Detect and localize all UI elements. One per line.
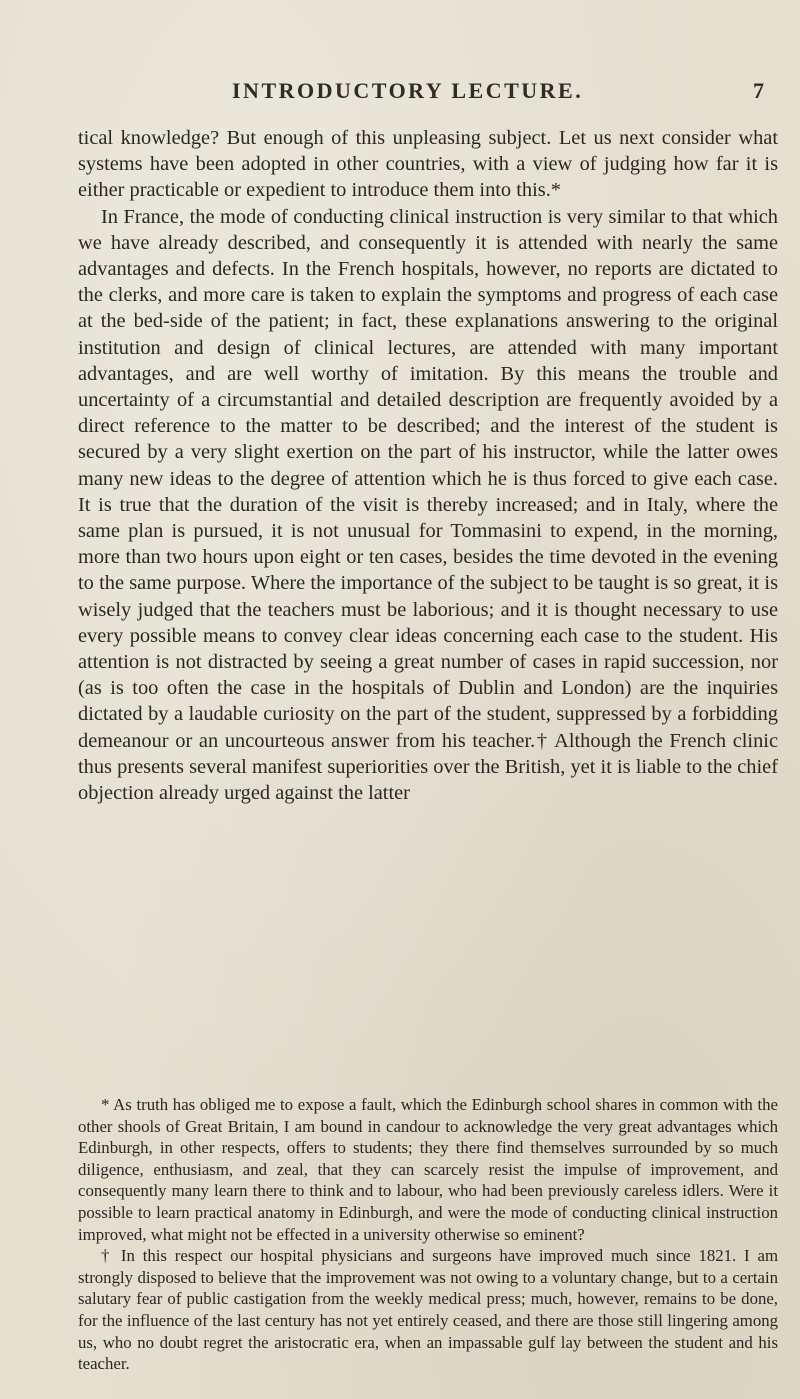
footnote-hospital-physicians: † In this respect our hospital physicians and surgeons have improved much since 1821. I am strongly disposed to believe that the improvement was not owing to a voluntary change, but to a certain salutary fear of public castigation from the weekly medical press; much, however, remains to be done, for the influence of the last century has not yet entirely ceased, and there are those still lingering among us, who no doubt regret the aristocratic era, when an impassable gulf lay between the student and his teacher. bbox=[78, 1246, 778, 1374]
paragraph-france-clinical-instruction: In France, the mode of conducting clinical instruction is very similar to that which we have already described, and consequently it is attended with nearly the same advantages and defects. In the French hospitals, however, no reports are dictated to the clerks, and more care is taken to explain the symptoms and progress of each case at the bed-side of the patient; in fact, these explanations answering to the original institution and design of clinical lectures, are attended with many important advantages, and are well worthy of imitation. By this means the trouble and uncertainty of a circumstantial and detailed description are frequently avoided by a direct reference to the matter to be described; and the interest of the student is secured by a very slight exertion on the part of his instructor, while the latter owes many new ideas to the degree of attention which he is thus forced to give each case. It is true that the duration of the visit is thereby increased; and in Italy, where the same plan is pursued, it is not unusual for Tommasini to expend, in the morning, more than two hours upon eight or ten cases, besides the time devoted in the evening to the same purpose. Where the importance of the subject to be taught is so great, it is wisely judged that the teachers must be laborious; and it is thought necessary to use every possible means to convey clear ideas concerning each case to the student. His attention is not distracted by seeing a great number of cases in rapid succession, nor (as is too often the case in the hospitals of Dublin and London) are the inquiries dictated by a laudable curiosity on the part of the student, suppressed by a forbidding demeanour or an uncourteous answer from his teacher.† Although the French clinic thus presents several manifest superiorities over the British, yet it is liable to the chief objection already urged against the latter bbox=[78, 205, 778, 805]
running-title: INTRODUCTORY LECTURE. bbox=[232, 78, 584, 103]
running-head bbox=[0, 78, 800, 108]
page-number: 7 bbox=[753, 78, 764, 103]
footnotes bbox=[78, 1094, 778, 1375]
footnote-edinburgh: * As truth has obliged me to expose a fault, which the Edinburgh school shares in common with the other shools of Great Britain, I am bound in candour to acknowledge the very great advantages which Edinburgh, in other respects, offers to students; they there find themselves surrounded by so much diligence, enthusiasm, and zeal, that they can scarcely resist the impulse of improvement, and consequently many learn there to think and to labour, who had been previously careless idlers. Were it possible to learn practical anatomy in Edinburgh, and were the mode of conducting clinical instruction improved, what might not be effected in a university otherwise so eminent? bbox=[78, 1095, 778, 1244]
main-text bbox=[78, 125, 778, 806]
paragraph-continued: tical knowledge? But enough of this unpleasing subject. Let us next consider what systems have been adopted in other countries, with a view of judging how far it is either practicable or expedient to introduce them into this.* bbox=[78, 127, 778, 202]
